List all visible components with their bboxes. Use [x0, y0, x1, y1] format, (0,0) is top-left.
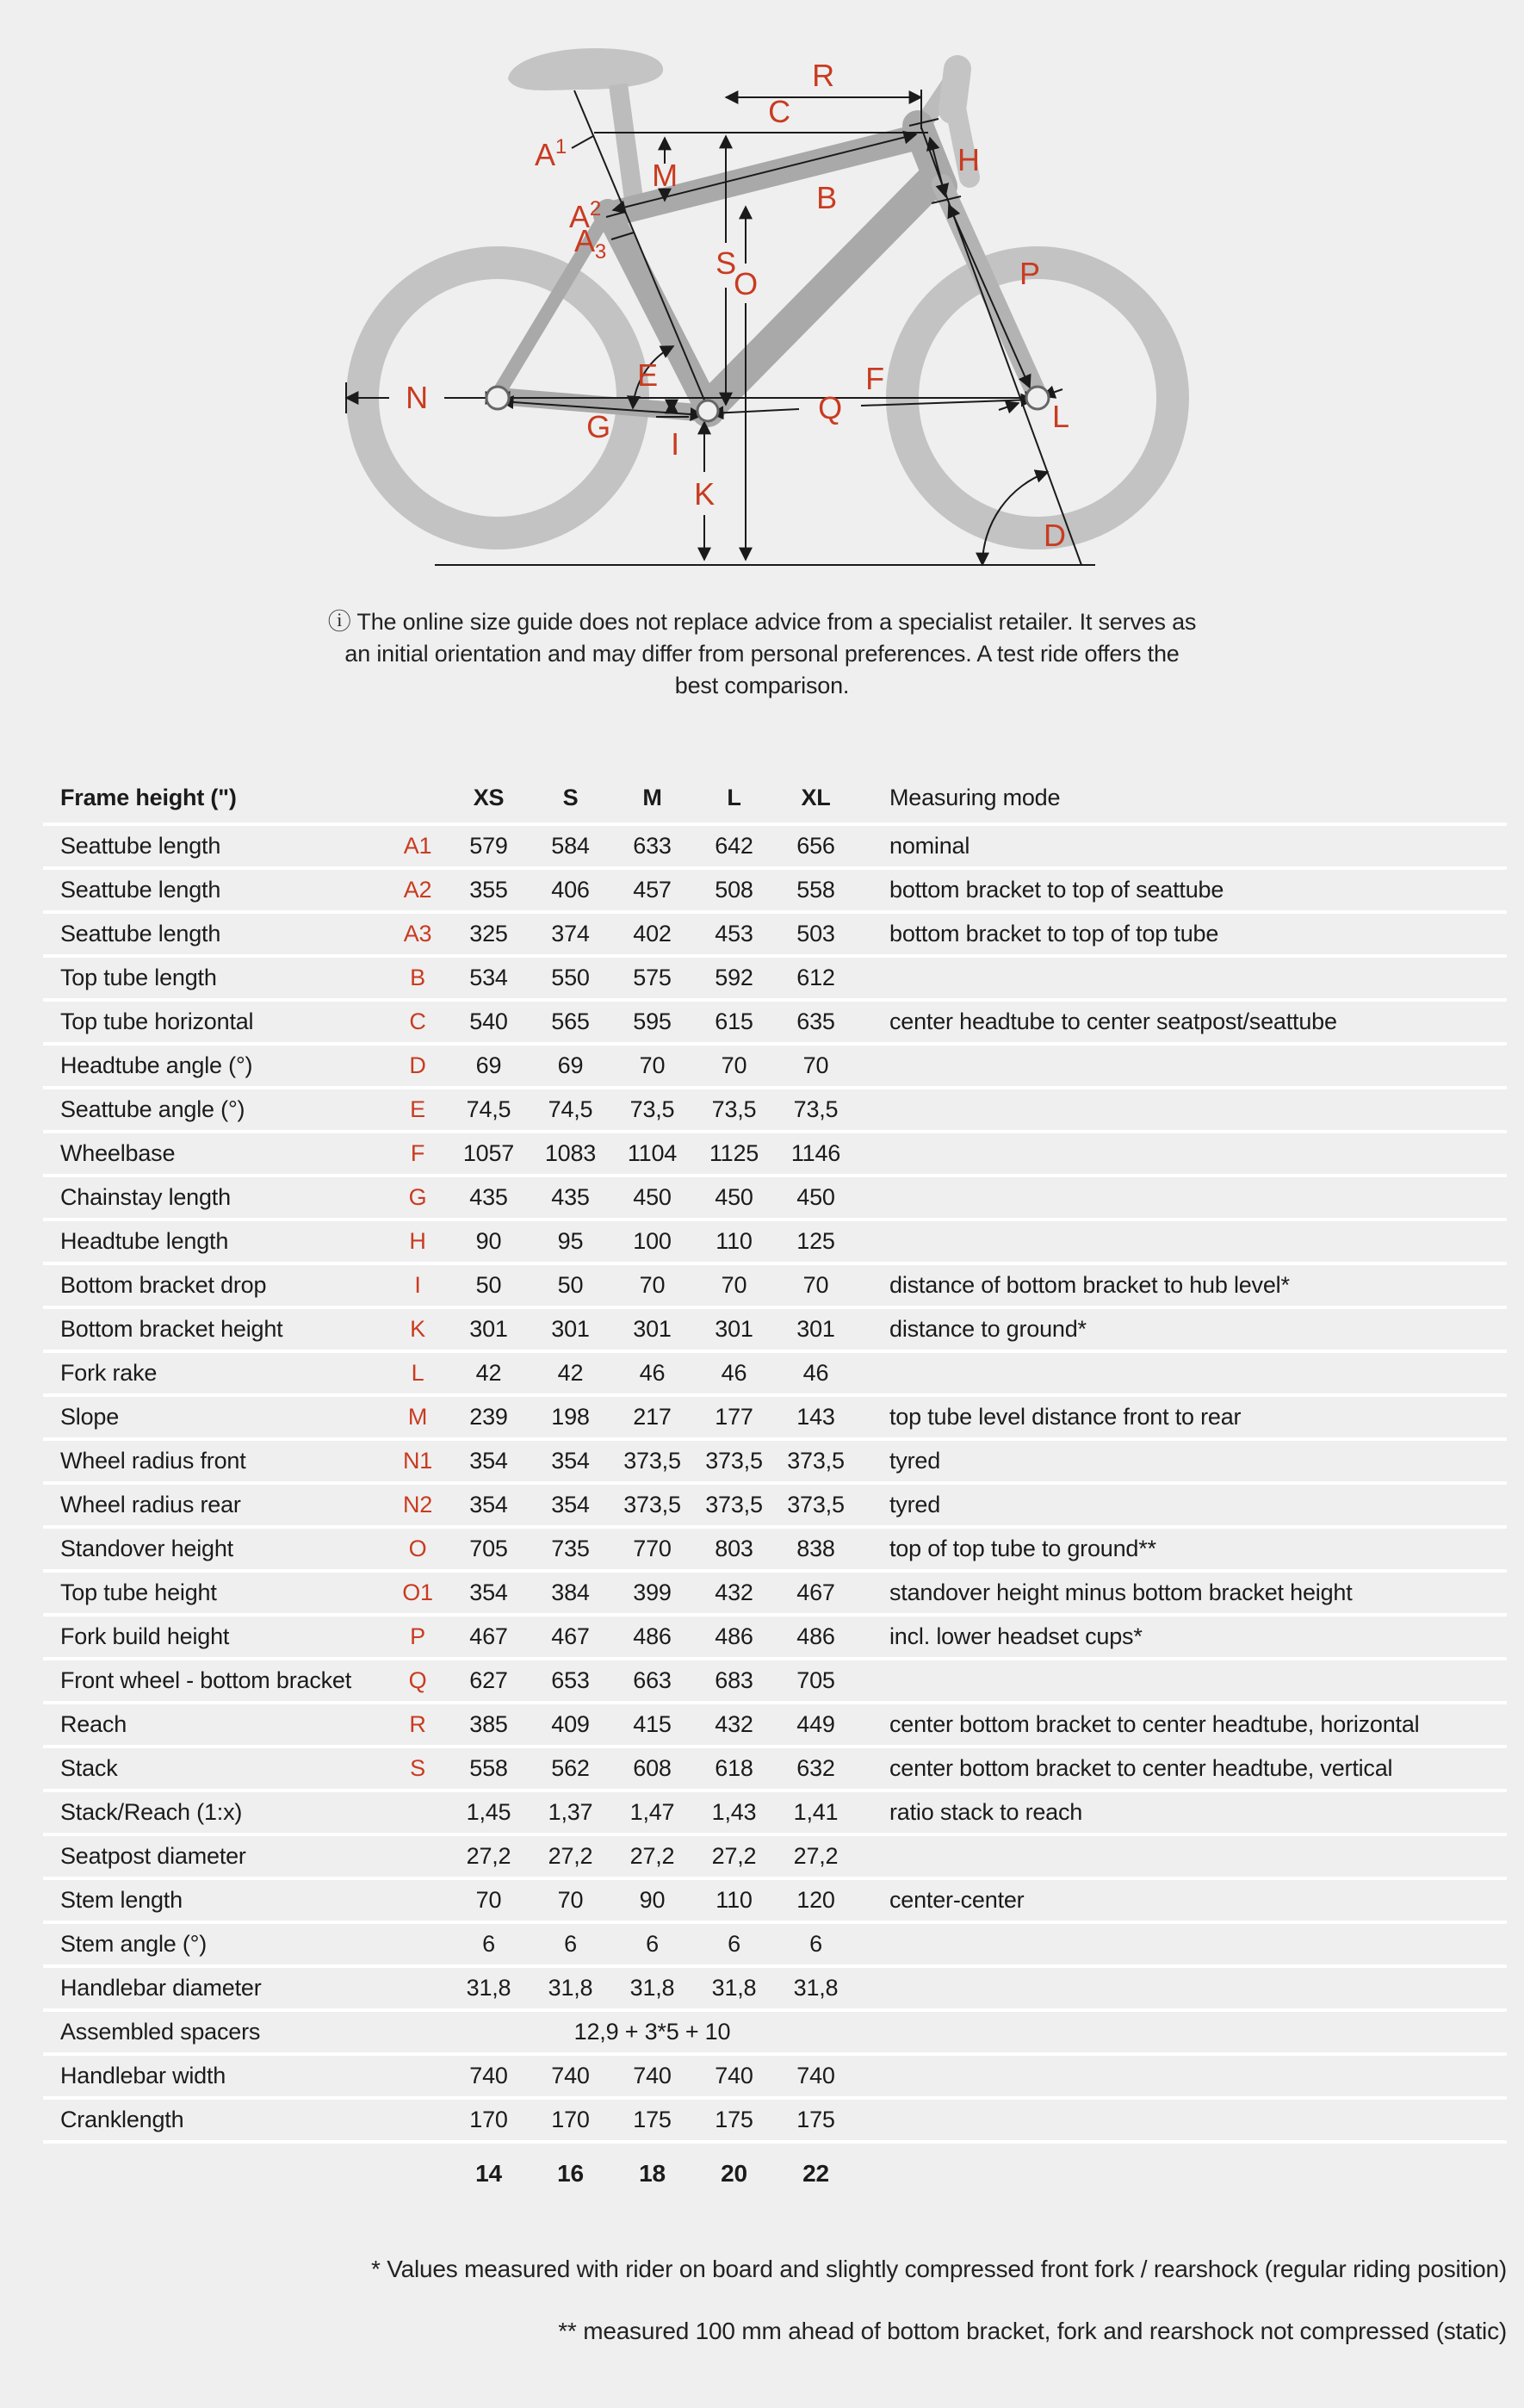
row-label: Assembled spacers [60, 2019, 261, 2045]
row-value: 656 [796, 833, 835, 859]
row-value: 579 [469, 833, 508, 859]
row-label: Fork rake [60, 1360, 158, 1386]
row-value: 615 [715, 1009, 753, 1034]
row-value: 354 [469, 1579, 508, 1605]
row-value: 740 [469, 2063, 508, 2088]
geometry-table [43, 773, 1507, 2204]
row-value: 27,2 [548, 1843, 593, 1869]
row-value: 301 [551, 1316, 590, 1342]
row-label: Wheel radius front [60, 1448, 246, 1474]
row-label: Handlebar diameter [60, 1975, 262, 2001]
row-value: 558 [796, 877, 835, 903]
row-value: 550 [551, 965, 590, 990]
row-measuring-mode: bottom bracket to top of top tube [889, 921, 1219, 946]
row-value: 354 [469, 1448, 508, 1474]
row-value: 27,2 [793, 1843, 839, 1869]
row-measuring-mode: bottom bracket to top of seattube [889, 877, 1224, 903]
bike-geometry-diagram [0, 0, 1524, 594]
table-row [43, 910, 1507, 954]
row-label: Bottom bracket height [60, 1316, 283, 1342]
row-value: 301 [633, 1316, 672, 1342]
row-letter: I [414, 1272, 421, 1298]
row-value: 385 [469, 1711, 508, 1737]
row-value: 31,8 [711, 1975, 757, 2001]
row-span-value: 12,9 + 3*5 + 10 [573, 2019, 731, 2045]
row-value: 432 [715, 1711, 753, 1737]
footnote-single-asterisk: * Values measured with rider on board and slightly compressed front fork / rearshock (regular riding position) [370, 2256, 1507, 2282]
row-measuring-mode: tyred [889, 1448, 941, 1474]
row-value: 592 [715, 965, 753, 990]
diagram-label-g: G [586, 409, 610, 444]
table-row [43, 1437, 1507, 1481]
row-value: 612 [796, 965, 835, 990]
diagram-label-a3: $A_3$ [574, 223, 606, 264]
row-label: Stem length [60, 1887, 183, 1913]
row-value: 486 [796, 1623, 835, 1649]
row-letter: P [410, 1623, 425, 1649]
diagram-label-q: Q [818, 390, 842, 425]
diagram-label-e: E [637, 357, 658, 393]
header-size-l: L [727, 784, 741, 810]
row-value: 69 [475, 1052, 502, 1078]
row-value: 70 [721, 1052, 747, 1078]
row-value: 175 [715, 2107, 753, 2132]
row-value: 31,8 [466, 1975, 511, 2001]
row-value: 406 [551, 877, 590, 903]
row-measuring-mode: standover height minus bottom bracket height [889, 1579, 1353, 1605]
row-letter: A1 [403, 833, 432, 859]
row-value: 373,5 [623, 1448, 681, 1474]
table-row [43, 2008, 1507, 2052]
row-value: 6 [728, 1931, 740, 1957]
row-letter: O1 [402, 1579, 433, 1605]
row-letter: N2 [402, 1492, 433, 1517]
info-icon: ⓘ [327, 609, 351, 635]
table-row [43, 2096, 1507, 2140]
row-value: 27,2 [629, 1843, 675, 1869]
row-value: 608 [633, 1755, 672, 1781]
row-value: 534 [469, 965, 508, 990]
table-row [43, 1525, 1507, 1569]
diagram-label-o: O [734, 266, 758, 301]
row-value: 562 [551, 1755, 590, 1781]
header-size-xs: XS [473, 784, 505, 810]
row-value: 27,2 [711, 1843, 757, 1869]
row-label: Wheel radius rear [60, 1492, 241, 1517]
row-value: 584 [551, 833, 590, 859]
row-label: Stem angle (°) [60, 1931, 208, 1957]
row-value: 70 [721, 1272, 747, 1298]
row-letter: A3 [403, 921, 432, 946]
row-label: Fork build height [60, 1623, 230, 1649]
size-inches-xs: 14 [475, 2160, 502, 2187]
row-letter: N1 [402, 1448, 433, 1474]
header-size-m: M [642, 784, 662, 810]
row-value: 467 [469, 1623, 508, 1649]
row-label: Top tube height [60, 1579, 217, 1605]
diagram-label-l: L [1052, 399, 1069, 434]
row-value: 467 [551, 1623, 590, 1649]
table-row [43, 1745, 1507, 1789]
row-value: 1,41 [793, 1799, 839, 1825]
info-note-text: The online size guide does not replace advice from a specialist retailer. It serves as an initial orientation and may differ from personal preferences. A test ride offers the best comparison. [344, 609, 1197, 698]
table-row [43, 1262, 1507, 1306]
row-value: 1057 [462, 1140, 515, 1166]
row-letter: R [409, 1711, 426, 1737]
row-value: 1104 [627, 1140, 678, 1166]
row-value: 90 [475, 1228, 502, 1254]
row-label: Headtube length [60, 1228, 229, 1254]
row-value: 1,37 [548, 1799, 593, 1825]
row-value: 70 [802, 1052, 829, 1078]
row-label: Seattube length [60, 921, 221, 946]
row-measuring-mode: incl. lower headset cups* [889, 1623, 1143, 1649]
row-value: 325 [469, 921, 508, 946]
row-value: 467 [796, 1579, 835, 1605]
row-label: Bottom bracket drop [60, 1272, 267, 1298]
diagram-label-c: C [768, 94, 790, 129]
row-value: 632 [796, 1755, 835, 1781]
table-row [43, 1833, 1507, 1877]
table-row [43, 1657, 1507, 1701]
row-value: 6 [482, 1931, 495, 1957]
row-value: 1146 [790, 1140, 841, 1166]
row-value: 143 [796, 1404, 835, 1430]
diagram-label-h: H [957, 142, 980, 177]
row-value: 70 [557, 1887, 584, 1913]
row-letter: H [409, 1228, 426, 1254]
row-value: 373,5 [705, 1492, 763, 1517]
header-measuring-mode: Measuring mode [889, 784, 1061, 810]
table-row [43, 1350, 1507, 1393]
diagram-label-i: I [671, 426, 679, 462]
row-label: Slope [60, 1404, 120, 1430]
row-letter: K [410, 1316, 425, 1342]
row-value: 170 [551, 2107, 590, 2132]
row-value: 120 [796, 1887, 835, 1913]
row-value: 1,45 [466, 1799, 511, 1825]
row-value: 301 [715, 1316, 753, 1342]
row-value: 540 [469, 1009, 508, 1034]
row-value: 415 [633, 1711, 672, 1737]
row-label: Seattube angle (°) [60, 1096, 245, 1122]
header-size-xl: XL [801, 784, 831, 810]
row-value: 633 [633, 833, 672, 859]
row-value: 449 [796, 1711, 835, 1737]
row-value: 70 [475, 1887, 502, 1913]
row-value: 70 [802, 1272, 829, 1298]
row-value: 1,47 [629, 1799, 675, 1825]
row-label: Headtube angle (°) [60, 1052, 253, 1078]
row-label: Stack [60, 1755, 118, 1781]
table-header-row [43, 773, 1507, 822]
row-measuring-mode: center headtube to center seatpost/seattube [889, 1009, 1337, 1034]
bike-geometry-svg [0, 0, 1524, 594]
row-measuring-mode: distance to ground* [889, 1316, 1087, 1342]
row-value: 73,5 [711, 1096, 757, 1122]
row-value: 735 [551, 1536, 590, 1561]
table-row [43, 1701, 1507, 1745]
row-value: 450 [715, 1184, 753, 1210]
row-value: 354 [551, 1492, 590, 1517]
row-value: 31,8 [548, 1975, 593, 2001]
row-label: Top tube horizontal [60, 1009, 254, 1034]
footnote-double-asterisk: ** measured 100 mm ahead of bottom bracket, fork and rearshock not compressed (static) [558, 2318, 1507, 2344]
row-label: Cranklength [60, 2107, 184, 2132]
row-value: 69 [557, 1052, 584, 1078]
row-label: Reach [60, 1711, 127, 1737]
row-value: 435 [551, 1184, 590, 1210]
footnotes [43, 2238, 1507, 2362]
table-row [43, 1393, 1507, 1437]
row-value: 635 [796, 1009, 835, 1034]
row-value: 217 [633, 1404, 672, 1430]
row-value: 642 [715, 833, 753, 859]
info-note [327, 606, 1197, 702]
row-value: 450 [633, 1184, 672, 1210]
row-value: 50 [557, 1272, 584, 1298]
row-value: 354 [551, 1448, 590, 1474]
row-value: 457 [633, 877, 672, 903]
row-label: Seattube length [60, 877, 221, 903]
table-row [43, 2052, 1507, 2096]
table-row [43, 1613, 1507, 1657]
row-value: 770 [633, 1536, 672, 1561]
row-value: 486 [633, 1623, 672, 1649]
row-value: 450 [796, 1184, 835, 1210]
size-inches-m: 18 [639, 2160, 666, 2187]
table-rows [43, 822, 1507, 2140]
table-row [43, 1569, 1507, 1613]
table-sizes-inches-row [43, 2140, 1507, 2204]
row-value: 1125 [709, 1140, 759, 1166]
row-value: 740 [633, 2063, 672, 2088]
diagram-label-d: D [1044, 518, 1066, 553]
row-value: 409 [551, 1711, 590, 1737]
row-value: 6 [564, 1931, 577, 1957]
row-value: 402 [633, 921, 672, 946]
row-value: 432 [715, 1579, 753, 1605]
row-label: Stack/Reach (1:x) [60, 1799, 243, 1825]
size-inches-xl: 22 [802, 2160, 829, 2187]
row-letter: Q [408, 1667, 427, 1693]
table-row [43, 866, 1507, 910]
diagram-label-b: B [816, 180, 837, 215]
row-value: 575 [633, 965, 672, 990]
table-row [43, 1306, 1507, 1350]
row-letter: M [407, 1404, 428, 1430]
table-row [43, 1174, 1507, 1218]
row-value: 453 [715, 921, 753, 946]
row-value: 70 [639, 1272, 666, 1298]
row-value: 239 [469, 1404, 508, 1430]
row-value: 177 [715, 1404, 753, 1430]
row-value: 565 [551, 1009, 590, 1034]
row-value: 740 [551, 2063, 590, 2088]
table-row [43, 954, 1507, 998]
row-value: 27,2 [466, 1843, 511, 1869]
row-value: 373,5 [623, 1492, 681, 1517]
row-letter: O [408, 1536, 427, 1561]
row-value: 110 [716, 1887, 753, 1913]
row-value: 663 [633, 1667, 672, 1693]
row-value: 558 [469, 1755, 508, 1781]
diagram-label-f: F [865, 361, 884, 396]
row-value: 90 [639, 1887, 666, 1913]
row-letter: B [410, 965, 425, 990]
row-value: 46 [802, 1360, 829, 1386]
row-value: 355 [469, 877, 508, 903]
table-row [43, 1964, 1507, 2008]
diagram-label-k: K [694, 476, 715, 512]
row-label: Handlebar width [60, 2063, 226, 2088]
row-measuring-mode: distance of bottom bracket to hub level* [889, 1272, 1290, 1298]
row-value: 653 [551, 1667, 590, 1693]
row-label: Front wheel - bottom bracket [60, 1667, 352, 1693]
row-value: 740 [715, 2063, 753, 2088]
size-inches-s: 16 [557, 2160, 584, 2187]
row-value: 838 [796, 1536, 835, 1561]
diagram-label-p: P [1019, 256, 1040, 291]
row-value: 31,8 [629, 1975, 675, 2001]
row-value: 399 [633, 1579, 672, 1605]
size-inches-l: 20 [721, 2160, 747, 2187]
row-value: 374 [551, 921, 590, 946]
row-value: 740 [796, 2063, 835, 2088]
table-row [43, 1086, 1507, 1130]
row-letter: C [409, 1009, 426, 1034]
diagram-label-m: M [652, 158, 678, 193]
row-value: 595 [633, 1009, 672, 1034]
row-letter: S [410, 1755, 425, 1781]
diagram-label-a2: $A^2$ [569, 197, 601, 234]
row-value: 1083 [544, 1140, 597, 1166]
header-frame-height: Frame height (") [60, 784, 237, 810]
row-value: 125 [796, 1228, 835, 1254]
row-value: 705 [469, 1536, 508, 1561]
row-value: 46 [721, 1360, 747, 1386]
row-value: 354 [469, 1492, 508, 1517]
row-value: 6 [809, 1931, 822, 1957]
row-value: 31,8 [793, 1975, 839, 2001]
row-value: 6 [646, 1931, 659, 1957]
diagram-label-s: S [716, 245, 736, 281]
row-value: 95 [557, 1228, 584, 1254]
row-value: 803 [715, 1536, 753, 1561]
row-letter: A2 [403, 877, 432, 903]
table-row [43, 1481, 1507, 1525]
row-measuring-mode: tyred [889, 1492, 941, 1517]
table-row [43, 1042, 1507, 1086]
row-measuring-mode: center bottom bracket to center headtube, horizontal [889, 1711, 1420, 1737]
table-row [43, 1877, 1507, 1921]
row-letter: G [408, 1184, 427, 1210]
table-row [43, 822, 1507, 866]
row-value: 100 [633, 1228, 672, 1254]
row-value: 70 [639, 1052, 666, 1078]
row-value: 384 [551, 1579, 590, 1605]
diagram-label-a1: $A^1$ [535, 135, 567, 172]
row-value: 50 [475, 1272, 502, 1298]
row-letter: L [411, 1360, 424, 1386]
table-row [43, 1130, 1507, 1174]
row-value: 301 [796, 1316, 835, 1342]
row-value: 46 [639, 1360, 666, 1386]
row-value: 627 [469, 1667, 508, 1693]
row-value: 175 [796, 2107, 835, 2132]
row-letter: E [410, 1096, 425, 1122]
table-row [43, 1789, 1507, 1833]
row-measuring-mode: ratio stack to reach [889, 1799, 1083, 1825]
row-label: Top tube length [60, 965, 217, 990]
row-value: 74,5 [466, 1096, 511, 1122]
header-size-s: S [562, 784, 579, 810]
row-value: 373,5 [787, 1492, 845, 1517]
row-label: Wheelbase [60, 1140, 176, 1166]
row-value: 435 [469, 1184, 508, 1210]
row-value: 73,5 [793, 1096, 839, 1122]
row-letter: F [410, 1140, 425, 1166]
row-value: 110 [716, 1228, 753, 1254]
row-value: 175 [633, 2107, 672, 2132]
row-value: 42 [475, 1360, 502, 1386]
row-measuring-mode: top of top tube to ground** [889, 1536, 1156, 1561]
row-value: 683 [715, 1667, 753, 1693]
row-value: 503 [796, 921, 835, 946]
row-value: 73,5 [629, 1096, 675, 1122]
row-value: 705 [796, 1667, 835, 1693]
row-label: Standover height [60, 1536, 233, 1561]
row-value: 486 [715, 1623, 753, 1649]
row-value: 373,5 [705, 1448, 763, 1474]
row-value: 170 [469, 2107, 508, 2132]
row-value: 42 [557, 1360, 584, 1386]
row-value: 301 [469, 1316, 508, 1342]
table-row [43, 1921, 1507, 1964]
row-value: 74,5 [548, 1096, 593, 1122]
table-row [43, 1218, 1507, 1262]
row-measuring-mode: nominal [889, 833, 970, 859]
row-value: 1,43 [711, 1799, 757, 1825]
row-measuring-mode: center-center [889, 1887, 1025, 1913]
row-value: 618 [715, 1755, 753, 1781]
row-value: 373,5 [787, 1448, 845, 1474]
diagram-label-r: R [812, 58, 834, 93]
row-label: Seatpost diameter [60, 1843, 246, 1869]
row-label: Seattube length [60, 833, 221, 859]
row-letter: D [409, 1052, 426, 1078]
row-measuring-mode: center bottom bracket to center headtube, vertical [889, 1755, 1393, 1781]
diagram-label-n: N [406, 380, 428, 415]
row-label: Chainstay length [60, 1184, 231, 1210]
row-value: 508 [715, 877, 753, 903]
row-value: 198 [551, 1404, 590, 1430]
table-row [43, 998, 1507, 1042]
row-measuring-mode: top tube level distance front to rear [889, 1404, 1242, 1430]
